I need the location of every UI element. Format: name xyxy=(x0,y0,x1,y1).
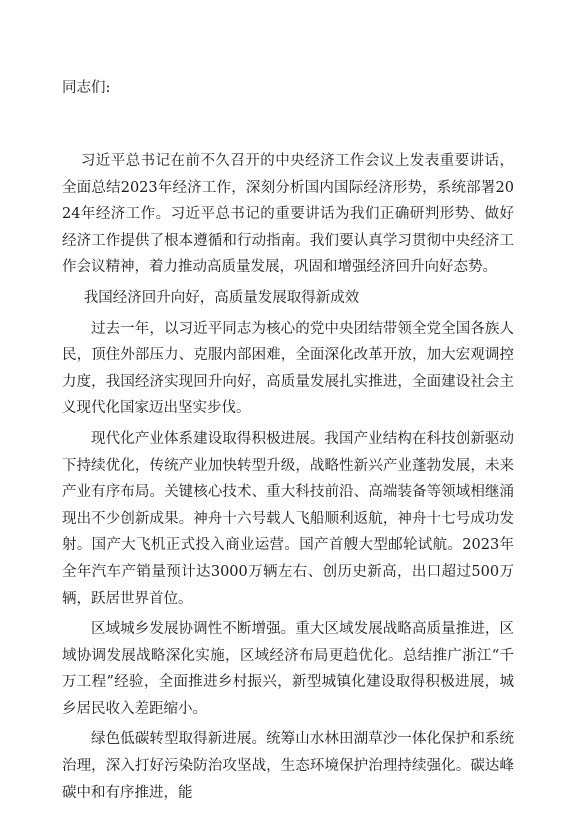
paragraph-review: 过去一年，以习近平同志为核心的党中央团结带领全党全国各族人民，顶住外部压力、克服内部困难，全面深化改革开放，加大宏观调控力度，我国经济实现回升向好，高质量发展扎实推进，全面建设社会主义现代化国家迈出坚实步伐。 xyxy=(62,320,514,417)
section-heading: 我国经济回升向好，高质量发展取得新成效 xyxy=(83,289,360,306)
document-body xyxy=(62,148,514,810)
salutation: 同志们: xyxy=(62,80,111,96)
paragraph-green: 绿色低碳转型取得新进展。统筹山水林田湖草沙一体化保护和系统治理，深入打好污染防治攻坚战，生态环境保护治理持续强化。碳达峰碳中和有序推进，能 xyxy=(62,731,514,801)
paragraph-regional: 区域城乡发展协调性不断增强。重大区域发展战略高质量推进，区域协调发展战略深化实施，区域经济布局更趋优化。总结推广浙江“千万工程”经验，全面推进乡村振兴，新型城镇化建设取得积极进展，城乡居民收入差距缩小。 xyxy=(62,621,514,717)
paragraph-intro: 习近平总书记在前不久召开的中央经济工作会议上发表重要讲话，全面总结2023年经济工作，深刻分析国内国际经济形势，系统部署2024年经济工作。习近平总书记的重要讲话为我们正确研判形势、做好经济工作提供了根本遵循和行动指南。我们要认真学习贯彻中央经济工作会议精神，着力推动高质量发展，巩固和增强经济回升向好态势。 xyxy=(62,153,514,276)
paragraph-industry: 现代化产业体系建设取得积极进展。我国产业结构在科技创新驱动下持续优化，传统产业加快转型升级，战略性新兴产业蓬勃发展，未来产业有序布局。关键核心技术、重大科技前沿、高端装备等领域相继涌现出不少创新成果。神舟十六号载人飞船顺利返航，神舟十七号成功发射。国产大飞机正式投入商业运营。国产首艘大型邮轮试航。2023年全年汽车产销量预计达3000万辆左右、创历史新高，出口超过500万辆，跃居世界首位。 xyxy=(62,430,514,607)
